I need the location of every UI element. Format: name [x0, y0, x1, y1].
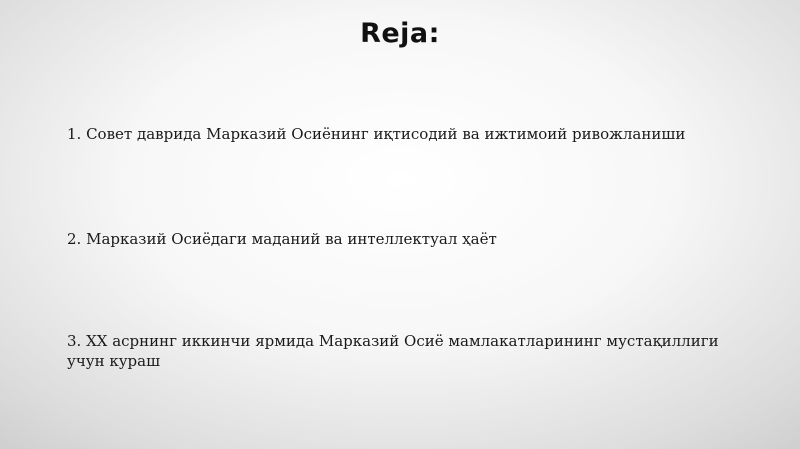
plan-item-1: 1. Совет даврида Марказий Осиёнинг иқтисодий ва ижтимоий ривожланиши [67, 125, 686, 143]
plan-item-2: 2. Марказий Осиёдаги маданий ва интеллектуал ҳаёт [67, 230, 497, 248]
plan-item-3: 3. XX асрнинг иккинчи ярмида Марказий Осиё мамлакатларининг мустақиллиги учун кураш [67, 332, 719, 370]
slide-title: Reja: [360, 18, 440, 49]
